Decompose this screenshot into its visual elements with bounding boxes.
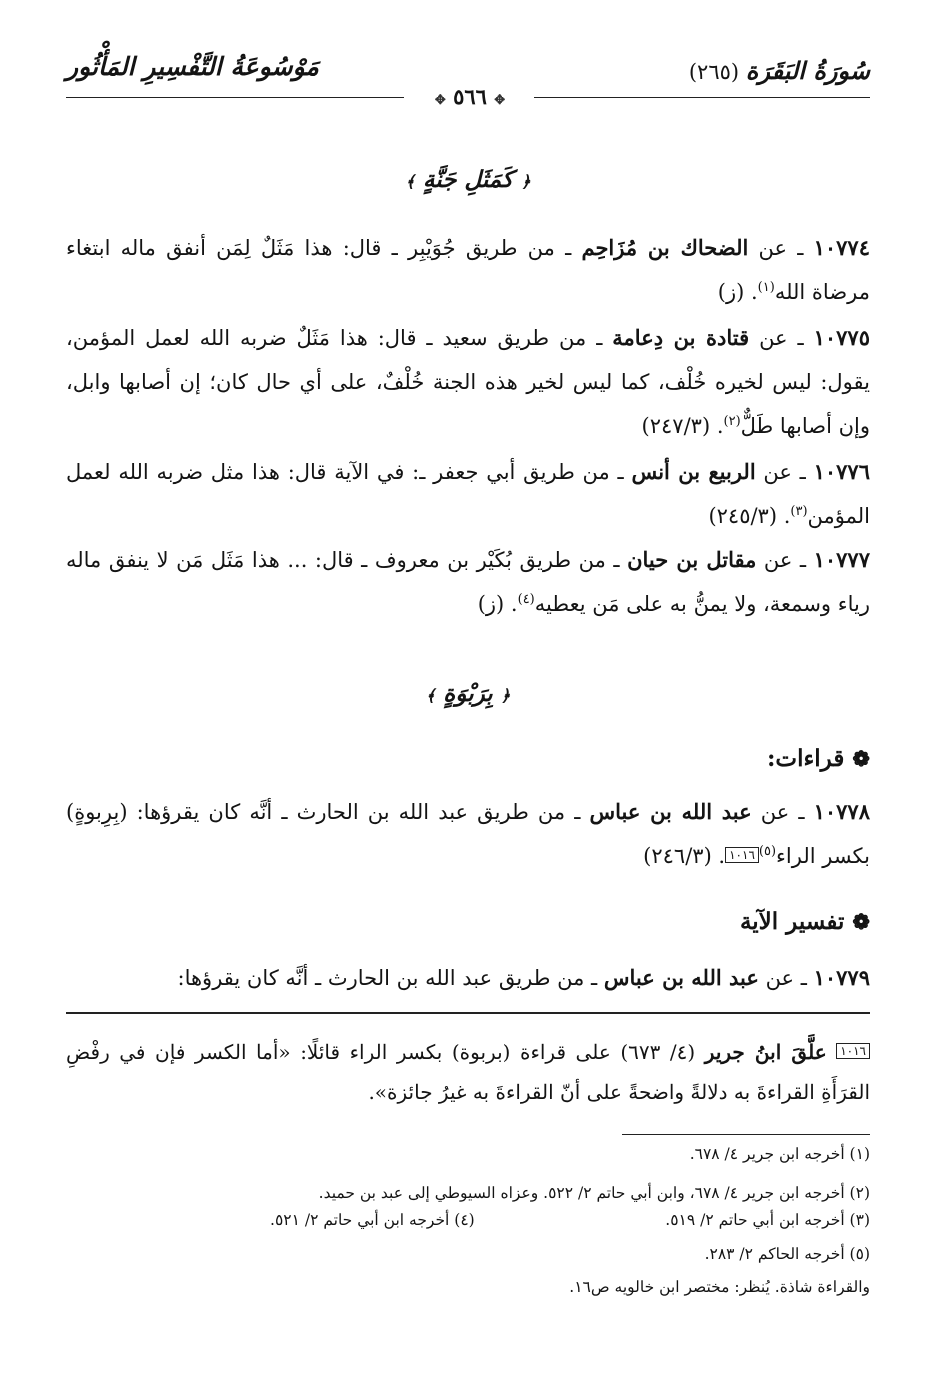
footnote-3: (٣) أخرجه ابن أبي حاتم ٢/ ٥١٩. bbox=[665, 1211, 870, 1229]
page-number: ٥٦٦ bbox=[453, 84, 487, 109]
surah-name: سُورَةُ البَقَرَة bbox=[745, 56, 870, 85]
entry-prefix: ـ عن bbox=[755, 460, 814, 484]
ornate-bracket-open: ﴿ bbox=[500, 686, 511, 705]
narrator-name: الضحاك بن مُزَاحِم bbox=[581, 235, 749, 260]
comment-lead: علَّقَ ابنُ جرير bbox=[704, 1040, 827, 1064]
narrator-name: عبد الله بن عباس bbox=[603, 965, 759, 990]
narration-entry bbox=[66, 790, 870, 878]
comment-number-box: ١٠١٦ bbox=[836, 1043, 870, 1059]
phrase-heading bbox=[66, 166, 870, 193]
section-title: قراءات: bbox=[766, 745, 845, 772]
footnote-rule bbox=[622, 1134, 870, 1135]
narrator-name: الربيع بن أنس bbox=[631, 459, 756, 484]
comment-text: (٤/ ٦٧٣) على قراءة (بربوة) بكسر الراء قائلًا: «أما الكسر فإن في رفْضِ القرَأَةِ القراءةَ به دلالةً واضحةً على أنّ القراءةَ به غيرُ جائزة». bbox=[66, 1040, 870, 1104]
entry-prefix: ـ عن bbox=[749, 326, 814, 350]
entry-number: ١٠٧٧٨ bbox=[813, 799, 870, 824]
section-heading-tafsir bbox=[740, 908, 870, 935]
entry-text: ـ من طريق عبد الله بن الحارث ـ أنَّه كان يقرؤها: (بِرِبوةٍ) بكسر الراء bbox=[66, 800, 870, 868]
book-title: مَوْسُوعَةُ التَّفْسِيرِ المَأْثُور bbox=[66, 52, 319, 81]
section-title: تفسير الآية bbox=[739, 908, 845, 935]
entry-number: ١٠٧٧٤ bbox=[813, 235, 870, 260]
entry-source: . (٢٤٦/٣) bbox=[643, 844, 726, 868]
footnote-4: (٤) أخرجه ابن أبي حاتم ٢/ ٥٢١. bbox=[270, 1211, 475, 1229]
ornament-icon: ✥ bbox=[494, 93, 506, 108]
header-rule-left bbox=[66, 97, 404, 98]
footnote-row-3-4 bbox=[74, 1208, 870, 1232]
ornate-bracket-open: ﴿ bbox=[521, 172, 531, 191]
commentary-block bbox=[66, 1032, 870, 1112]
narration-entry bbox=[66, 956, 870, 1000]
narrator-name: مقاتل بن حيان bbox=[627, 547, 757, 572]
entry-text: ـ من طريق سعيد ـ قال: هذا مَثَلٌ ضربه الله لعمل المؤمن، يقول: ليس لخيره خُلْف، كما ليس لخير هذه الجنة خُلْفٌ، على أي حال كان؛ إن أصابها وابل، وإن أصابها طَلٌّ bbox=[66, 326, 870, 438]
narration-entry bbox=[66, 538, 870, 626]
header-surah bbox=[689, 56, 870, 85]
phrase-text: كَمَثَلِ جَنَّةٍ bbox=[422, 166, 514, 193]
entry-source: . (٢٤٧/٣) bbox=[641, 414, 724, 438]
entry-text: ـ من طريق جُوَيْبِر ـ قال: هذا مَثَلٌ لِمَن أنفق ماله ابتغاء مرضاة الله bbox=[66, 236, 870, 304]
entry-source: . (ز) bbox=[477, 592, 518, 616]
comment-ref-box[interactable]: ١٠١٦ bbox=[725, 847, 759, 863]
entry-text: ـ من طريق بُكَيْر بن معروف ـ قال: ... هذا مَثَل مَن لا ينفق ماله رياء وسمعة، ولا يمنُّ به على مَن يعطيه bbox=[66, 548, 870, 616]
entry-prefix: ـ عن bbox=[751, 800, 814, 824]
section-heading-qiraat bbox=[767, 745, 870, 772]
footnote-marker[interactable]: (٣) bbox=[790, 504, 808, 519]
entry-prefix: ـ عن bbox=[756, 548, 814, 572]
running-header bbox=[66, 50, 870, 110]
narration-entry bbox=[66, 226, 870, 314]
footnote-note: والقراءة شاذة. يُنظر: مختصر ابن خالويه ص١٦. bbox=[569, 1278, 870, 1296]
entry-prefix: ـ عن bbox=[758, 966, 814, 990]
ornate-bracket-close: ﴾ bbox=[405, 172, 415, 191]
comment-separator bbox=[66, 1012, 870, 1014]
verse-ref: (٢٦٥) bbox=[688, 60, 740, 84]
narrator-name: عبد الله بن عباس bbox=[589, 799, 752, 824]
footnote-marker[interactable]: (١) bbox=[757, 280, 775, 295]
entry-text: ـ من طريق عبد الله بن الحارث ـ أنَّه كان يقرؤها: bbox=[177, 966, 604, 990]
header-rule-right bbox=[534, 97, 870, 98]
narration-entry bbox=[66, 450, 870, 538]
entry-text: ـ من طريق أبي جعفر ـ: في الآية قال: هذا مثل ضربه الله لعمل المؤمن bbox=[66, 460, 870, 528]
ornate-bracket-close: ﴾ bbox=[425, 686, 436, 705]
entry-prefix: ـ عن bbox=[748, 236, 814, 260]
entry-source: . (ز) bbox=[717, 280, 758, 304]
ornament-icon: ✥ bbox=[434, 93, 446, 108]
footnote-2: (٢) أخرجه ابن جرير ٤/ ٦٧٨، وابن أبي حاتم ٢/ ٥٢٢. وعزاه السيوطي إلى عبد بن حميد. bbox=[318, 1184, 870, 1202]
phrase-text: بِرَبْوَةٍ bbox=[443, 680, 493, 707]
footnote-marker[interactable]: (٤) bbox=[517, 592, 535, 607]
flower-icon: ❁ bbox=[852, 746, 870, 771]
phrase-heading bbox=[66, 680, 870, 707]
page-number-block bbox=[408, 84, 532, 109]
entry-source: . (٢٤٥/٣) bbox=[708, 504, 791, 528]
footnote-marker[interactable]: (٢) bbox=[723, 414, 741, 429]
entry-number: ١٠٧٧٥ bbox=[813, 325, 870, 350]
narrator-name: قتادة بن دِعامة bbox=[612, 325, 750, 350]
footnote-marker[interactable]: (٥) bbox=[758, 844, 777, 859]
entry-number: ١٠٧٧٩ bbox=[813, 965, 870, 990]
footnote-5: (٥) أخرجه الحاكم ٢/ ٢٨٣. bbox=[704, 1245, 870, 1263]
entry-number: ١٠٧٧٧ bbox=[813, 547, 870, 572]
entry-number: ١٠٧٧٦ bbox=[813, 459, 870, 484]
footnote-1: (١) أخرجه ابن جرير ٤/ ٦٧٨. bbox=[689, 1145, 870, 1163]
narration-entry bbox=[66, 316, 870, 448]
flower-icon: ❁ bbox=[852, 909, 870, 934]
